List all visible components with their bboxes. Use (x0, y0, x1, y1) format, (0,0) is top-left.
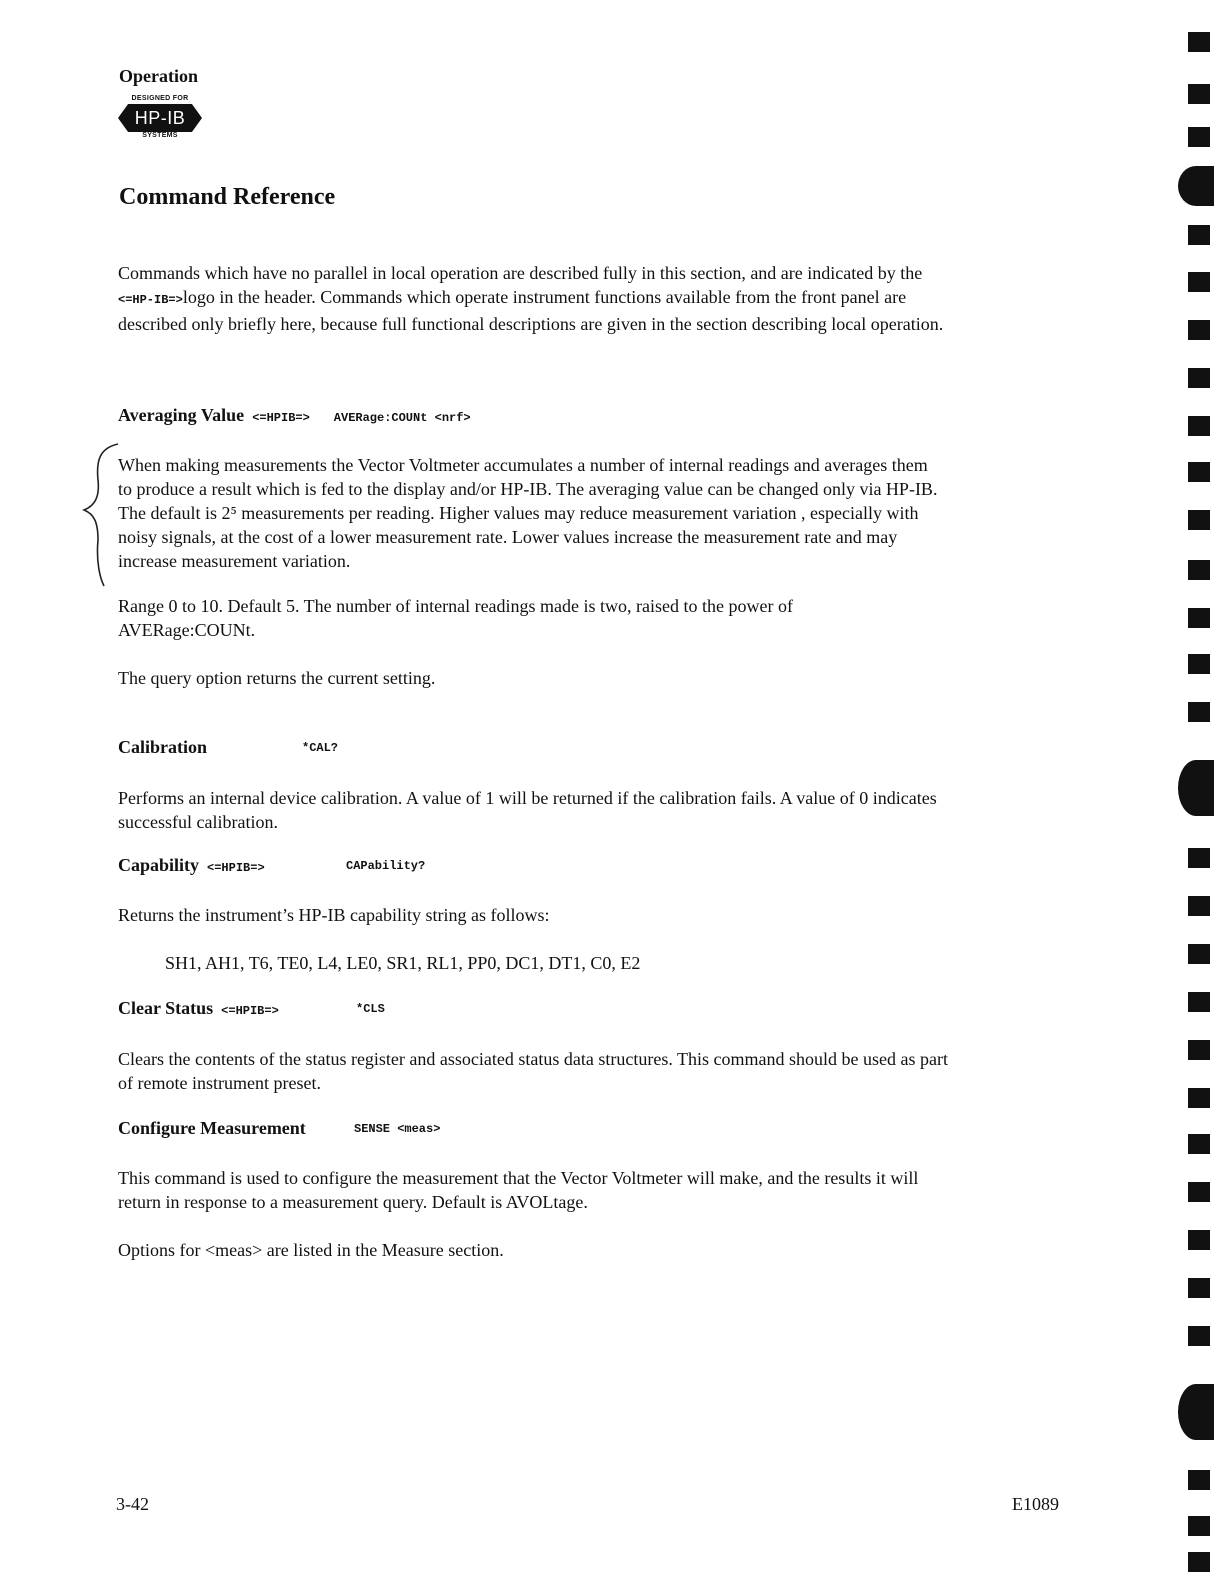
punch-mark (1188, 510, 1210, 530)
punch-mark (1188, 32, 1210, 52)
capability-heading-row (118, 855, 426, 876)
punch-mark (1188, 84, 1210, 104)
punch-mark (1188, 560, 1210, 580)
punch-mark (1188, 944, 1210, 964)
clear-status-hpib-tag: <=HPIB=> (221, 1004, 279, 1018)
logo-main-text: HP-IB (134, 108, 186, 128)
punch-mark (1188, 225, 1210, 245)
clear-status-heading-row (118, 998, 385, 1019)
clear-status-desc-line: of remote instrument preset. (118, 1073, 321, 1093)
punch-mark (1188, 272, 1210, 292)
capability-heading: Capability (118, 855, 200, 875)
punch-mark (1188, 1230, 1210, 1250)
punch-mark (1178, 1384, 1214, 1440)
configure-desc-line: return in response to a measurement query. Default is AVOLtage. (118, 1192, 588, 1212)
calibration-desc-line: Performs an internal device calibration. A value of 1 will be returned if the calibration fails. A value of 0 indicates (118, 788, 937, 808)
punch-mark (1188, 1326, 1210, 1346)
clear-status-description (118, 1047, 948, 1095)
averaging-range (118, 594, 793, 642)
averaging-range-line: Range 0 to 10. Default 5. The number of internal readings made is two, raised to the power of (118, 596, 793, 616)
punch-mark (1188, 1278, 1210, 1298)
page-title: Command Reference (119, 184, 336, 210)
intro-line-1: Commands which have no parallel in local operation are described fully in this section, and are indicated by the (118, 263, 923, 283)
punch-mark (1188, 848, 1210, 868)
capability-description: Returns the instrument’s HP-IB capability string as follows: (118, 905, 550, 925)
punch-mark (1188, 127, 1210, 147)
handwritten-bracket-mark (82, 440, 122, 590)
configure-heading: Configure Measurement (118, 1118, 306, 1138)
averaging-desc-line: increase measurement variation. (118, 551, 351, 571)
capability-hpib-tag: <=HPIB=> (207, 861, 265, 875)
configure-heading-row (118, 1118, 441, 1139)
clear-status-command: *CLS (356, 1002, 385, 1016)
averaging-desc-line: to produce a result which is fed to the display and/or HP-IB. The averaging value can be changed only via HP-IB. (118, 479, 938, 499)
punch-mark (1188, 654, 1210, 674)
punch-mark (1188, 1040, 1210, 1060)
punch-mark (1188, 1134, 1210, 1154)
punch-mark (1188, 1088, 1210, 1108)
punch-mark (1188, 320, 1210, 340)
punch-mark (1188, 416, 1210, 436)
page-number: 3-42 (116, 1494, 149, 1514)
punch-mark (1188, 368, 1210, 388)
calibration-description (118, 786, 937, 834)
averaging-range-line: AVERage:COUNt. (118, 620, 256, 640)
averaging-desc-line: When making measurements the Vector Voltmeter accumulates a number of internal readings and averages them (118, 455, 928, 475)
punch-mark (1178, 760, 1214, 816)
clear-status-desc-line: Clears the contents of the status register and associated status data structures. This command should be used as part (118, 1049, 948, 1069)
intro-line-2 (118, 285, 1118, 312)
intro-line-2-text: logo in the header. Commands which operate instrument functions available from the front panel are (182, 287, 907, 307)
averaging-heading: Averaging Value (118, 405, 245, 425)
calibration-desc-line: successful calibration. (118, 812, 278, 832)
punch-mark (1188, 896, 1210, 916)
intro-line-3: described only briefly here, because full functional descriptions are given in the section describing local operation. (118, 314, 944, 334)
document-id: E1089 (1012, 1494, 1059, 1514)
calibration-command: *CAL? (302, 741, 339, 755)
configure-description (118, 1166, 918, 1214)
clear-status-heading: Clear Status (118, 998, 214, 1018)
punch-mark (1188, 1470, 1210, 1490)
section-label: Operation (119, 66, 198, 86)
averaging-hpib-tag: <=HPIB=> (252, 411, 310, 425)
intro-paragraph (118, 261, 1118, 336)
punch-mark (1188, 702, 1210, 722)
punch-mark (1178, 166, 1214, 206)
calibration-heading: Calibration (118, 737, 208, 757)
averaging-description (118, 453, 937, 573)
averaging-desc-line: The default is 2⁵ measurements per reading. Higher values may reduce measurement variation , especially with (118, 503, 919, 523)
averaging-query-note: The query option returns the current setting. (118, 668, 436, 688)
configure-desc-line: This command is used to configure the measurement that the Vector Voltmeter will make, and the results it will (118, 1168, 919, 1188)
intro-hpib-tag: <=HP-IB=> (118, 293, 183, 307)
punch-mark (1188, 1552, 1210, 1572)
punch-mark (1188, 1516, 1210, 1536)
punch-mark (1188, 992, 1210, 1012)
capability-string: SH1, AH1, T6, TE0, L4, LE0, SR1, RL1, PP0, DC1, DT1, C0, E2 (165, 953, 641, 973)
punch-mark (1188, 608, 1210, 628)
averaging-command: AVERage:COUNt <nrf> (333, 411, 471, 425)
logo-top-caption: DESIGNED FOR (131, 95, 189, 102)
hpib-logo (118, 95, 202, 141)
punch-mark (1188, 462, 1210, 482)
logo-bottom-caption: SYSTEMS (142, 132, 178, 139)
configure-command: SENSE <meas> (354, 1122, 441, 1136)
capability-command: CAPability? (346, 859, 426, 873)
averaging-heading-row (118, 405, 471, 426)
calibration-heading-row (118, 737, 339, 758)
punch-mark (1188, 1182, 1210, 1202)
averaging-desc-line: noisy signals, at the cost of a lower measurement rate. Lower values increase the measurement rate and may (118, 527, 898, 547)
configure-options-note: Options for <meas> are listed in the Measure section. (118, 1240, 504, 1260)
